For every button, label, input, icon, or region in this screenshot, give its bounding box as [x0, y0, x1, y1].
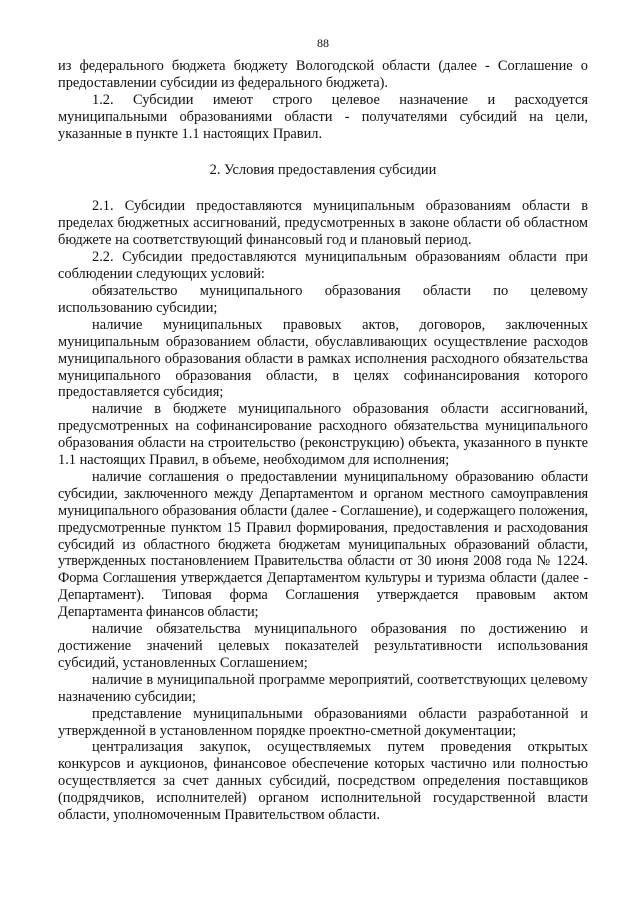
- condition-budget-allocations: наличие в бюджете муниципального образования области ассигнований, предусмотренных на софинансирование расходного обязательства муниципального образования области на строительство (реконструкцию) объекта, указанного в пункте 1.1 настоящих Правил, в объеме, необходимом для исполнения;: [58, 401, 588, 469]
- section-2-title: 2. Условия предоставления субсидии: [209, 161, 437, 178]
- condition-municipal-program: наличие в муниципальной программе мероприятий, соответствующих целевому назначению субсидии;: [58, 671, 588, 705]
- paragraph-1-2: 1.2. Субсидии имеют строго целевое назначение и расходуется муниципальными образованиями области - получателями субсидий на цели, указанные в пункте 1.1 настоящих Правил.: [58, 91, 588, 142]
- condition-design-documentation: представление муниципальными образованиями области разработанной и утвержденной в установленном порядке проектно-сметной документации;: [58, 705, 588, 739]
- condition-agreement: наличие соглашения о предоставлении муниципальному образованию области субсидии, заключенного между Департаментом и органом местного самоуправления муниципального образования области (далее - Соглашение), и содержащего положения, предусмотренные пунктом 15 Правил формирования, предоставления и расходования субсидий из областного бюджета бюджетам муниципальных образований области, утвержденных постановлением Правительства области от 30 июня 2008 года № 1224. Форма Соглашения утверждается Департаментом культуры и туризма области (далее - Департамент). Типовая форма Соглашения утверждается правовым актом Департамента финансов области;: [58, 468, 588, 621]
- condition-performance-indicators: наличие обязательства муниципального образования по достижению и достижение значений целевых показателей результативности использования субсидий, установленных Соглашением;: [58, 621, 588, 671]
- page-number: 88: [317, 36, 329, 50]
- paragraph-2-2: 2.2. Субсидии предоставляются муниципальным образованиям области при соблюдении следующих условий:: [58, 249, 588, 283]
- paragraph-2-1: 2.1. Субсидии предоставляются муниципальным образованиям области в пределах бюджетных ассигнований, предусмотренных в законе области об областном бюджете на соответствующий финансовый год и плановый период.: [58, 198, 588, 249]
- condition-target-use: обязательство муниципального образования области по целевому использованию субсидии;: [58, 282, 588, 316]
- condition-legal-acts: наличие муниципальных правовых актов, договоров, заключенных муниципальным образованием области, обуславливающих осуществление расходов муниципального образования области в рамках исполнения расходного обязательства муниципального образования области, в целях софинансирования которого предоставляется субсидия;: [58, 316, 588, 401]
- document-body: [58, 58, 588, 824]
- condition-procurement-centralization: централизация закупок, осуществляемых путем проведения открытых конкурсов и аукционов, финансовое обеспечение которых частично или полностью осуществляется за счет данных субсидий, посредством определения поставщиков (подрядчиков, исполнителей) органом исполнительной государственной власти области, уполномоченным Правительством области.: [58, 739, 588, 824]
- intro-continuation-paragraph: из федерального бюджета бюджету Вологодской области (далее - Соглашение о предоставлении субсидии из федерального бюджета).: [58, 58, 588, 91]
